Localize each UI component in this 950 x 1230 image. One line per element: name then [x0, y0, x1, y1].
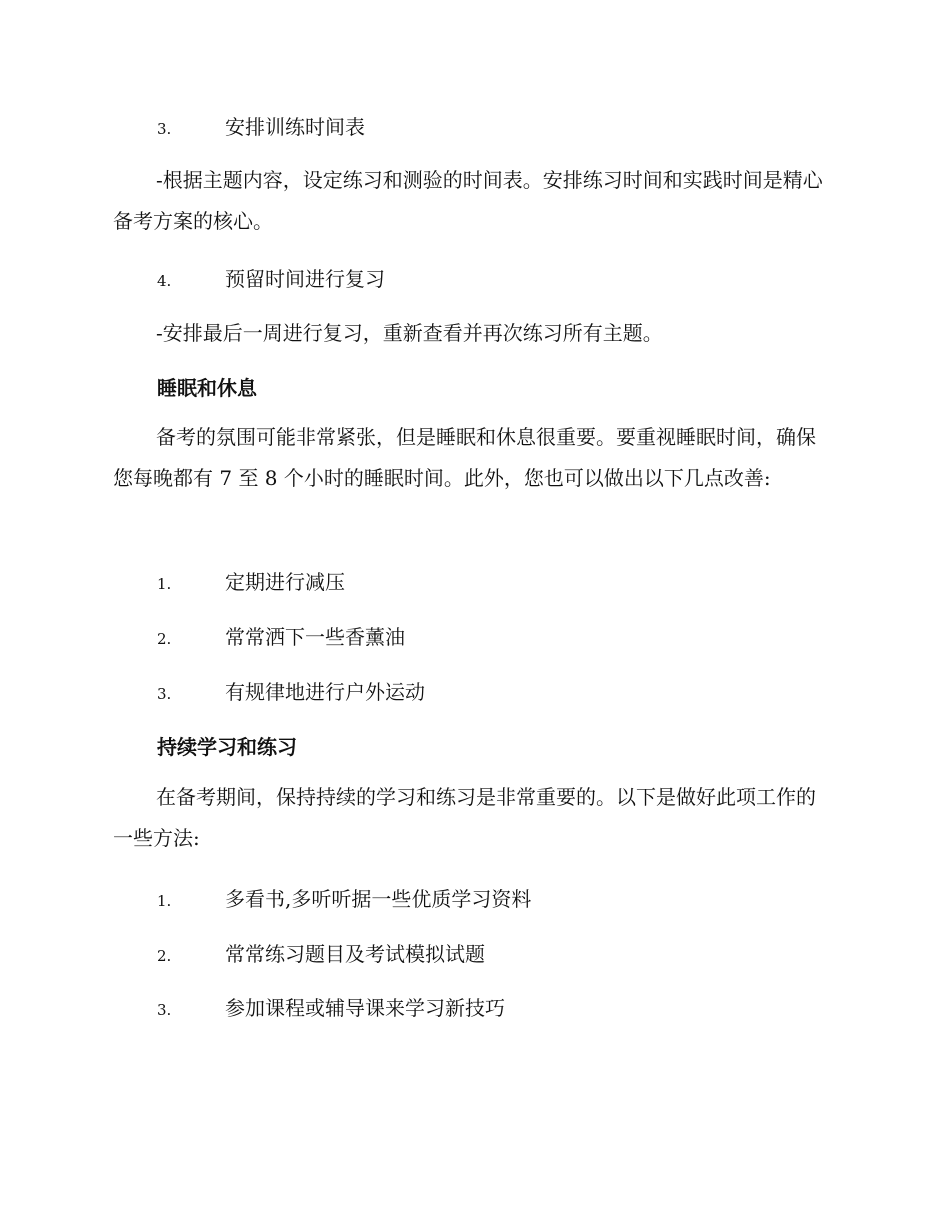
list-text: 有规律地进行户外运动 — [225, 680, 425, 704]
list-number: 3. — [157, 685, 172, 703]
paragraph-study: 在备考期间，保持持续的学习和练习是非常重要的。以下是做好此项工作的一些方法: — [113, 785, 816, 850]
list-text: 安排训练时间表 — [225, 115, 365, 139]
list-item — [157, 677, 837, 709]
list-item — [157, 993, 837, 1025]
list-text: 常常洒下一些香薰油 — [225, 625, 405, 649]
list-text: 预留时间进行复习 — [225, 267, 385, 291]
list-text: 定期进行减压 — [225, 570, 345, 594]
list-item — [157, 264, 837, 296]
list-text: 多看书,多听听据一些优质学习资料 — [225, 887, 532, 911]
list-item — [157, 567, 837, 599]
list-item — [157, 112, 837, 144]
list-number: 3. — [157, 120, 172, 138]
section-heading-study: 持续学习和练习 — [157, 735, 297, 759]
list-number: 1. — [157, 575, 172, 593]
list-item — [157, 622, 837, 654]
section-heading-sleep: 睡眠和休息 — [157, 376, 257, 400]
list-number: 2. — [157, 630, 172, 648]
list-text: 参加课程或辅导课来学习新技巧 — [225, 996, 505, 1020]
paragraph-sleep: 备考的氛围可能非常紧张，但是睡眠和休息很重要。要重视睡眠时间，确保您每晚都有 7 至 8 个小时的睡眠时间。此外，您也可以做出以下几点改善: — [113, 425, 816, 490]
list-number: 2. — [157, 947, 172, 965]
list-item — [157, 939, 837, 971]
list-number: 1. — [157, 892, 172, 910]
paragraph-schedule: -根据主题内容，设定练习和测验的时间表。安排练习时间和实践时间是精心备考方案的核心。 — [113, 168, 823, 233]
list-text: 常常练习题目及考试模拟试题 — [225, 942, 485, 966]
paragraph-review: -安排最后一周进行复习，重新查看并再次练习所有主题。 — [156, 321, 663, 345]
list-number: 3. — [157, 1001, 172, 1019]
list-item — [157, 884, 837, 916]
list-number: 4. — [157, 272, 172, 290]
